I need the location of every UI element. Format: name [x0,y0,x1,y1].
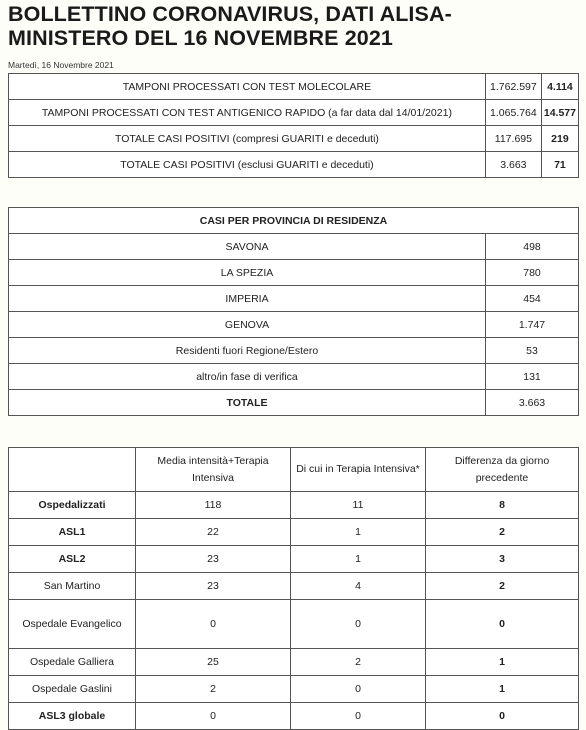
hospital-row [9,519,579,546]
hospital-row [9,492,579,519]
province-value: 498 [486,234,579,260]
summary-row [9,152,579,178]
hospital-ti: 1 [291,546,426,573]
hospital-ti: 2 [291,649,426,676]
province-value: 780 [486,260,579,286]
hospital-name: ASL3 globale [9,703,136,730]
hospital-name: Ospedale Galliera [9,649,136,676]
province-table [8,207,579,416]
hospital-media: 0 [136,600,291,649]
province-header: CASI PER PROVINCIA DI RESIDENZA [9,208,579,234]
province-header-row [9,208,579,234]
summary-total: 3.663 [485,152,541,178]
page-title [8,2,578,50]
summary-label: TOTALE CASI POSITIVI (esclusi GUARITI e deceduti) [9,152,486,178]
summary-total: 1.762.597 [485,74,541,100]
hospital-col-header: Di cui in Terapia Intensiva* [291,448,426,492]
title-line-1: BOLLETTINO CORONAVIRUS, DATI ALISA- [8,2,452,26]
province-row [9,364,579,390]
hospital-ti: 4 [291,573,426,600]
hospital-media: 2 [136,676,291,703]
hospital-media: 25 [136,649,291,676]
hospital-diff: 1 [426,676,579,703]
hospital-media: 0 [136,703,291,730]
province-name: SAVONA [9,234,486,260]
hospital-ti: 0 [291,600,426,649]
province-value: 1.747 [486,312,579,338]
hospital-row [9,676,579,703]
hospital-name: Ospedale Gaslini [9,676,136,703]
hospital-diff: 0 [426,600,579,649]
province-name: altro/in fase di verifica [9,364,486,390]
summary-label: TAMPONI PROCESSATI CON TEST MOLECOLARE [9,74,486,100]
hospital-media: 23 [136,573,291,600]
summary-delta: 14.577 [541,100,578,126]
hospital-ti: 0 [291,676,426,703]
title-line-2: MINISTERO DEL 16 NOVEMBRE 2021 [8,26,393,50]
hospital-row [9,649,579,676]
hospital-media: 22 [136,519,291,546]
province-row [9,312,579,338]
hospital-row [9,546,579,573]
hospital-col-header: Differenza da giorno precedente [426,448,579,492]
hospital-header-row [9,448,579,492]
hospital-col-header [9,448,136,492]
hospital-diff: 0 [426,703,579,730]
hospital-row [9,703,579,730]
province-row [9,286,579,312]
hospital-ti: 0 [291,703,426,730]
hospital-name: ASL2 [9,546,136,573]
hospital-name: Ospedalizzati [9,492,136,519]
summary-label: TOTALE CASI POSITIVI (compresi GUARITI e deceduti) [9,126,486,152]
summary-row [9,100,579,126]
summary-delta: 4.114 [541,74,578,100]
province-value: 53 [486,338,579,364]
hospital-diff: 3 [426,546,579,573]
province-total-value: 3.663 [486,390,579,416]
hospital-diff: 2 [426,573,579,600]
summary-delta: 71 [541,152,578,178]
hospital-row [9,600,579,649]
summary-total: 1.065.764 [485,100,541,126]
province-name: LA SPEZIA [9,260,486,286]
hospital-name: Ospedale Evangelico [9,600,136,649]
hospital-row [9,573,579,600]
hospital-ti: 1 [291,519,426,546]
hospital-diff: 2 [426,519,579,546]
summary-table [8,73,579,178]
province-value: 131 [486,364,579,390]
province-value: 454 [486,286,579,312]
province-row [9,338,579,364]
hospital-name: ASL1 [9,519,136,546]
summary-delta: 219 [541,126,578,152]
summary-row [9,126,579,152]
summary-row [9,74,579,100]
hospital-diff: 8 [426,492,579,519]
province-name: IMPERIA [9,286,486,312]
hospital-col-header: Media intensità+Terapia Intensiva [136,448,291,492]
summary-total: 117.695 [485,126,541,152]
province-name: Residenti fuori Regione/Estero [9,338,486,364]
summary-label: TAMPONI PROCESSATI CON TEST ANTIGENICO RAPIDO (a far data dal 14/01/2021) [9,100,486,126]
province-total-row [9,390,579,416]
publish-date: Martedì, 16 Novembre 2021 [8,60,114,70]
hospital-diff: 1 [426,649,579,676]
province-name: GENOVA [9,312,486,338]
province-row [9,234,579,260]
hospital-table [8,447,579,730]
province-row [9,260,579,286]
hospital-media: 23 [136,546,291,573]
hospital-media: 118 [136,492,291,519]
province-total-label: TOTALE [9,390,486,416]
hospital-name: San Martino [9,573,136,600]
hospital-ti: 11 [291,492,426,519]
